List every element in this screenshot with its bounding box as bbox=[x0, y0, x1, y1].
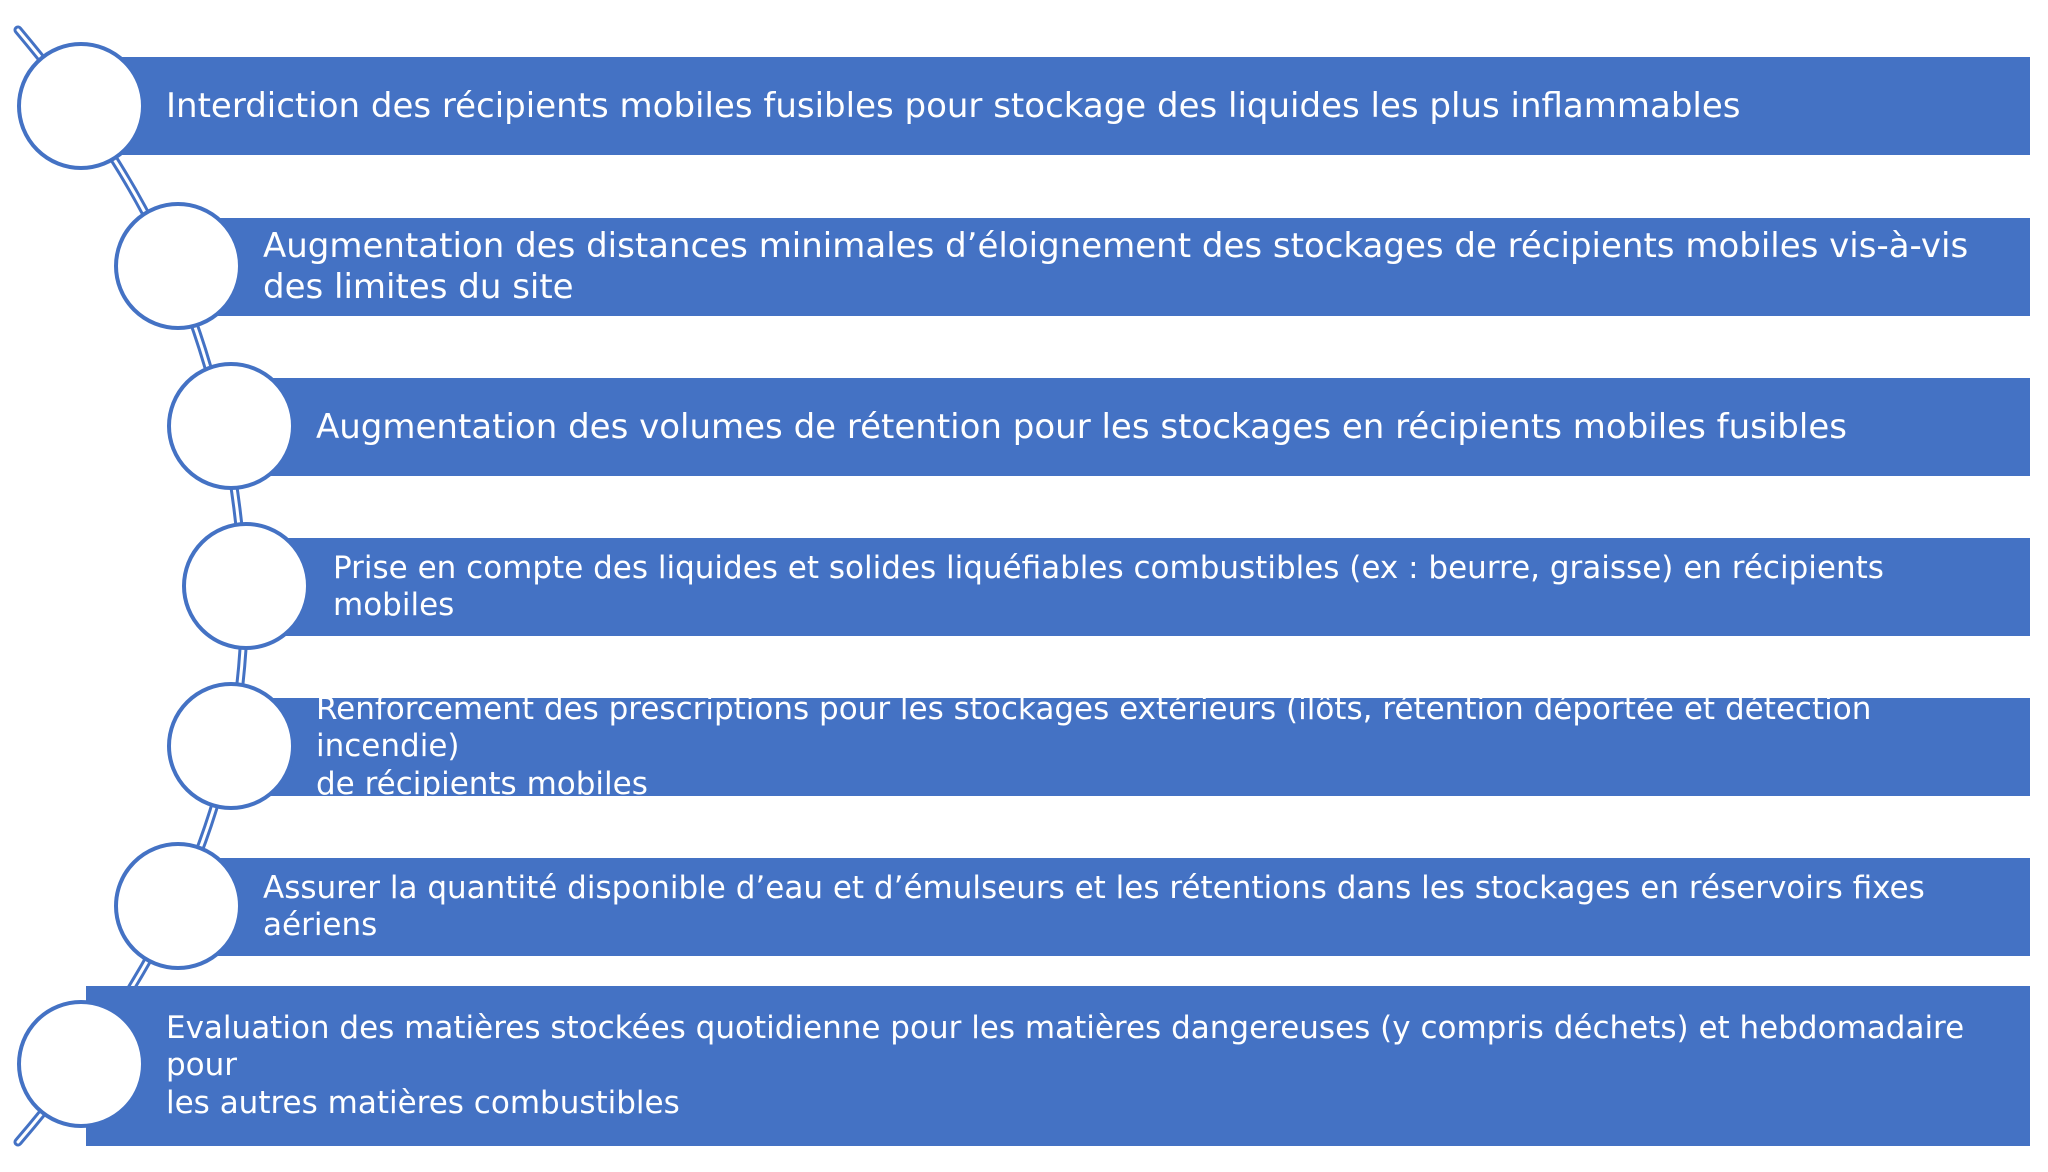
step-node-3 bbox=[167, 362, 295, 490]
step-label-2: Augmentation des distances minimales d’éloignement des stockages de récipients mobiles vis-à-vis des limites du site bbox=[263, 226, 1969, 307]
step-bar-6 bbox=[183, 858, 2030, 956]
step-label-4: Prise en compte des liquides et solides liquéfiables combustibles (ex : beurre, graisse) en récipients mobiles bbox=[333, 549, 1884, 623]
step-bar-3 bbox=[236, 378, 2030, 476]
step-bar-7 bbox=[86, 986, 2030, 1146]
step-bar-2 bbox=[183, 218, 2030, 316]
step-node-1 bbox=[17, 42, 145, 170]
step-node-2 bbox=[114, 202, 242, 330]
step-label-1: Interdiction des récipients mobiles fusibles pour stockage des liquides les plus inflammables bbox=[166, 85, 1741, 126]
step-node-5 bbox=[167, 682, 295, 810]
step-label-6: Assurer la quantité disponible d’eau et d’émulseurs et les rétentions dans les stockages en réservoirs fixes aériens bbox=[263, 869, 1925, 943]
step-node-4 bbox=[182, 522, 310, 650]
step-node-6 bbox=[114, 842, 242, 970]
step-label-7: Evaluation des matières stockées quotidienne pour les matières dangereuses (y compris déchets) et hebdomadaire pour les autres matières combustibles bbox=[166, 1010, 1965, 1121]
step-label-3: Augmentation des volumes de rétention pour les stockages en récipients mobiles fusibles bbox=[316, 406, 1847, 447]
step-label-5: Renforcement des prescriptions pour les stockages extérieurs (ilôts, rétention déportée et détection incendie) de récipients mobiles bbox=[316, 691, 1872, 802]
step-node-7 bbox=[17, 1000, 145, 1128]
step-bar-5 bbox=[236, 691, 2030, 802]
step-bar-4 bbox=[251, 538, 2030, 636]
step-bar-1 bbox=[86, 57, 2030, 155]
